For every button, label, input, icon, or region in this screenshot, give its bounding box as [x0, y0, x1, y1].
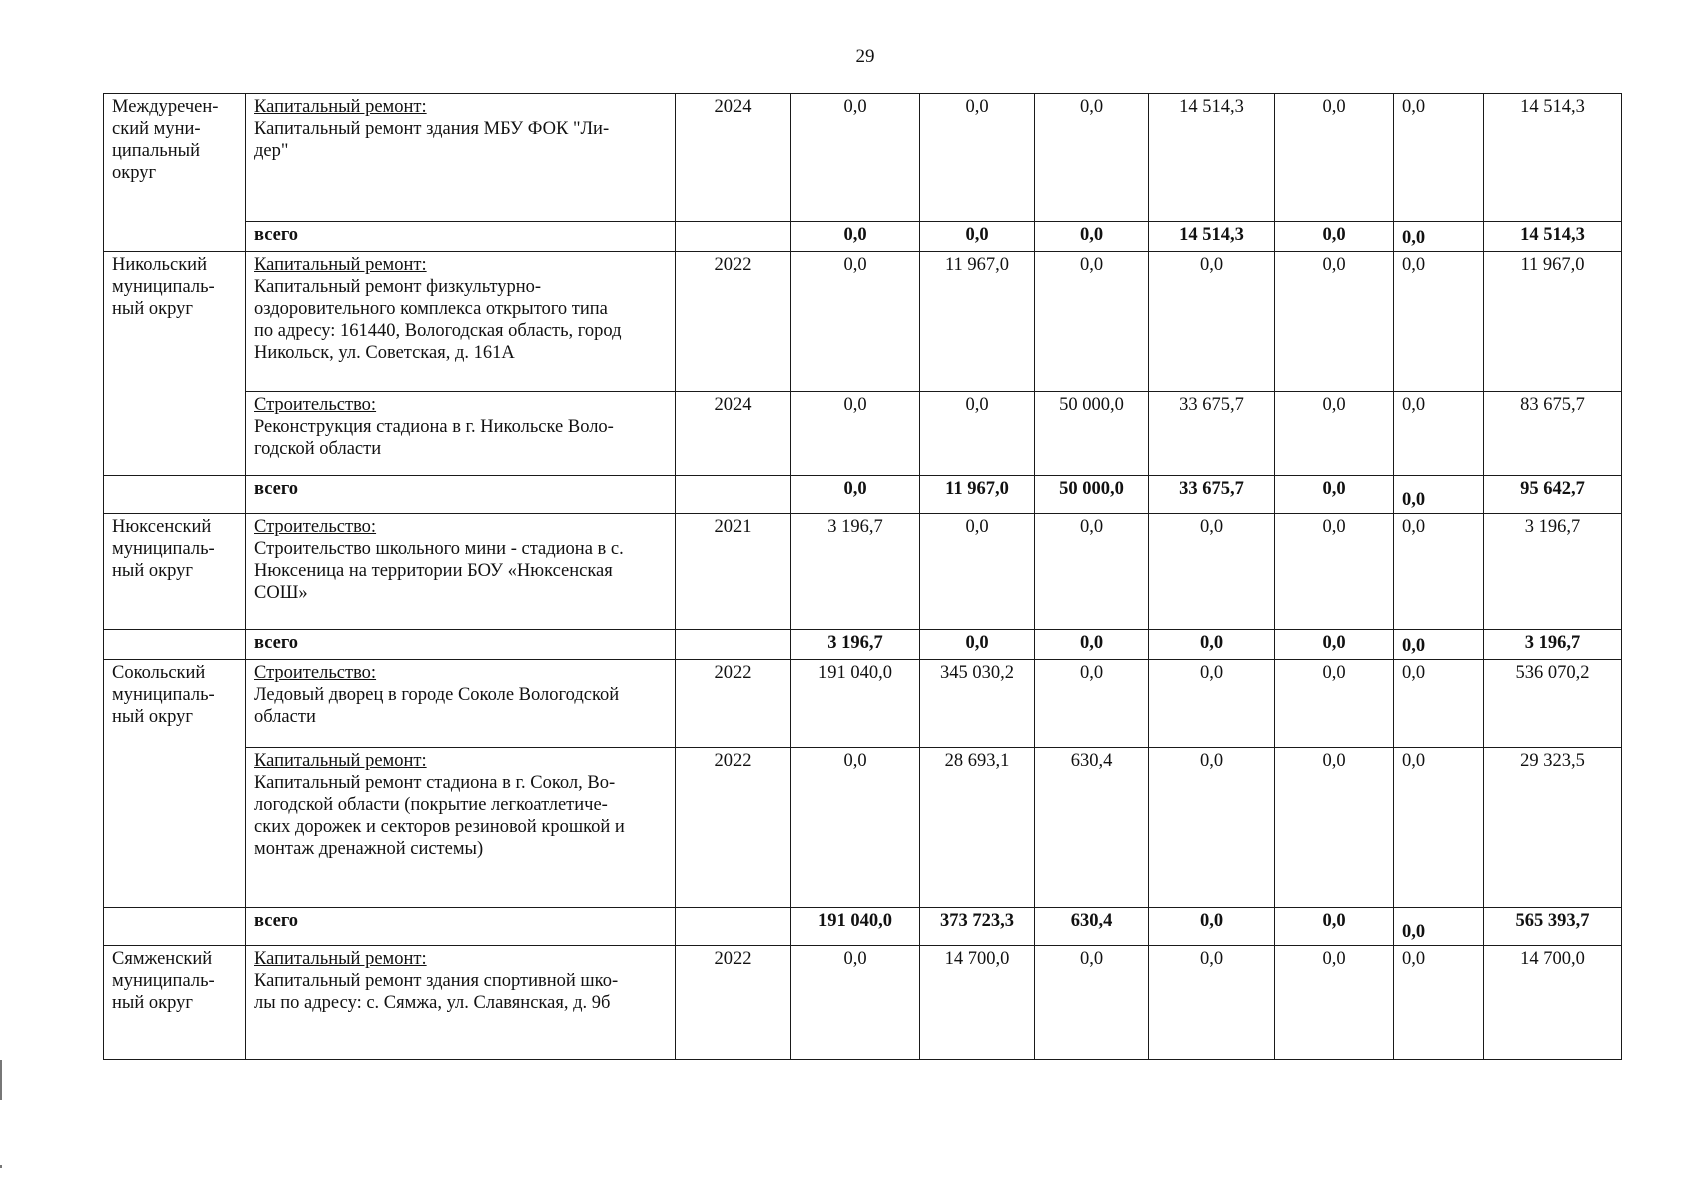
amount-cell: 0,0: [1149, 946, 1275, 1060]
amount-cell: 0,0: [1394, 946, 1484, 1060]
amount-cell: 0,0: [920, 94, 1035, 222]
amount-cell: 0,0: [1149, 748, 1275, 908]
amount-cell: 83 675,7: [1484, 392, 1622, 476]
district-cell-empty: [104, 476, 246, 514]
year-cell: 2022: [676, 748, 791, 908]
total-row: [104, 222, 1622, 252]
amount-cell: 33 675,7: [1149, 476, 1275, 514]
object-description: Реконструкция стадиона в г. Никольске Воло- годской области: [254, 417, 614, 459]
amount-cell: 0,0: [1275, 908, 1394, 946]
amount-cell: 630,4: [1035, 748, 1149, 908]
object-description-cell: [246, 946, 676, 1060]
year-cell: 2022: [676, 946, 791, 1060]
total-row: [104, 630, 1622, 660]
scan-edge-mark: [0, 1060, 2, 1100]
district-cell: Нюксенский муниципаль- ный округ: [104, 514, 246, 630]
table-row: [104, 252, 1622, 392]
amount-cell: 0,0: [791, 476, 920, 514]
amount-cell: 0,0: [1394, 630, 1484, 660]
object-description: Капитальный ремонт физкультурно- оздоровительного комплекса открытого типа по адресу: 161440, Вологодская область, город Никольск, ул. Советская, д. 161А: [254, 277, 622, 363]
amount-cell: 0,0: [1035, 252, 1149, 392]
amount-cell: 0,0: [1149, 514, 1275, 630]
total-label: всего: [246, 222, 676, 252]
work-type-label: Строительство:: [254, 395, 377, 415]
district-cell: Междуречен- ский муни- ципальный округ: [104, 94, 246, 252]
amount-cell: 536 070,2: [1484, 660, 1622, 748]
amount-cell: 29 323,5: [1484, 748, 1622, 908]
amount-cell: 373 723,3: [920, 908, 1035, 946]
amount-cell: 0,0: [920, 392, 1035, 476]
amount-cell: 0,0: [1275, 946, 1394, 1060]
amount-cell: 0,0: [791, 252, 920, 392]
amount-cell: 0,0: [1394, 908, 1484, 946]
amount-cell: 0,0: [791, 222, 920, 252]
work-type-label: Капитальный ремонт:: [254, 751, 427, 771]
amount-cell: 14 514,3: [1484, 94, 1622, 222]
amount-cell: 14 514,3: [1484, 222, 1622, 252]
amount-cell: 0,0: [1035, 222, 1149, 252]
table-row: [104, 946, 1622, 1060]
total-row: [104, 908, 1622, 946]
amount-cell: 33 675,7: [1149, 392, 1275, 476]
amount-cell: 565 393,7: [1484, 908, 1622, 946]
amount-cell: 0,0: [1035, 94, 1149, 222]
amount-cell: 14 514,3: [1149, 94, 1275, 222]
amount-cell: 0,0: [1035, 660, 1149, 748]
amount-cell: 0,0: [1149, 908, 1275, 946]
amount-cell: 0,0: [791, 94, 920, 222]
amount-cell: 0,0: [1149, 252, 1275, 392]
total-label: всего: [246, 630, 676, 660]
object-description-cell: [246, 660, 676, 748]
amount-cell: 0,0: [1275, 748, 1394, 908]
object-description-cell: [246, 94, 676, 222]
amount-cell: 0,0: [1149, 660, 1275, 748]
amount-cell: 0,0: [1394, 222, 1484, 252]
amount-cell: 0,0: [1275, 222, 1394, 252]
table-row: [104, 392, 1622, 476]
amount-cell: 50 000,0: [1035, 476, 1149, 514]
amount-cell: 95 642,7: [1484, 476, 1622, 514]
work-type-label: Строительство:: [254, 517, 377, 537]
amount-cell: 3 196,7: [791, 514, 920, 630]
amount-cell: 191 040,0: [791, 660, 920, 748]
amount-cell: 0,0: [1275, 392, 1394, 476]
amount-cell: 0,0: [1035, 946, 1149, 1060]
amount-cell: 0,0: [1394, 514, 1484, 630]
amount-cell: 0,0: [1394, 392, 1484, 476]
year-cell: 2022: [676, 660, 791, 748]
object-description: Капитальный ремонт стадиона в г. Сокол, Во- логодской области (покрытие легкоатлетиче- ских дорожек и секторов резиновой крошкой и монтаж дренажной системы): [254, 773, 625, 859]
district-cell-empty: [104, 630, 246, 660]
district-cell-empty: [104, 908, 246, 946]
amount-cell: 3 196,7: [791, 630, 920, 660]
object-description: Строительство школьного мини - стадиона в с. Нюксеница на территории БОУ «Нюксенская СОШ»: [254, 539, 624, 603]
table-row: [104, 660, 1622, 748]
district-cell: Никольский муниципаль- ный округ: [104, 252, 246, 476]
table-row: [104, 94, 1622, 222]
amount-cell: 0,0: [1394, 476, 1484, 514]
amount-cell: 3 196,7: [1484, 514, 1622, 630]
object-description-cell: [246, 392, 676, 476]
object-description: Капитальный ремонт здания спортивной шко- лы по адресу: с. Сямжа, ул. Славянская, д. 9б: [254, 971, 619, 1013]
year-cell: [676, 476, 791, 514]
scan-edge-mark: [0, 1165, 2, 1168]
table-row: [104, 514, 1622, 630]
work-type-label: Капитальный ремонт:: [254, 255, 427, 275]
object-description-cell: [246, 514, 676, 630]
object-description: Ледовый дворец в городе Соколе Вологодской области: [254, 685, 620, 727]
year-cell: 2021: [676, 514, 791, 630]
amount-cell: 3 196,7: [1484, 630, 1622, 660]
table-row: [104, 748, 1622, 908]
amount-cell: 0,0: [1275, 476, 1394, 514]
work-type-label: Капитальный ремонт:: [254, 949, 427, 969]
object-description: Капитальный ремонт здания МБУ ФОК "Ли- дер": [254, 119, 610, 161]
amount-cell: 14 514,3: [1149, 222, 1275, 252]
amount-cell: 0,0: [920, 222, 1035, 252]
amount-cell: 0,0: [1275, 630, 1394, 660]
amount-cell: 0,0: [920, 514, 1035, 630]
amount-cell: 0,0: [1394, 252, 1484, 392]
district-cell: Сямженский муниципаль- ный округ: [104, 946, 246, 1060]
amount-cell: 0,0: [791, 946, 920, 1060]
year-cell: 2022: [676, 252, 791, 392]
amount-cell: 0,0: [1275, 94, 1394, 222]
total-label: всего: [246, 476, 676, 514]
amount-cell: 0,0: [1149, 630, 1275, 660]
budget-table: [103, 93, 1622, 1060]
object-description-cell: [246, 748, 676, 908]
amount-cell: 0,0: [920, 630, 1035, 660]
year-cell: 2024: [676, 392, 791, 476]
amount-cell: 11 967,0: [1484, 252, 1622, 392]
page-number: 29: [855, 46, 875, 67]
amount-cell: 0,0: [1275, 514, 1394, 630]
amount-cell: 14 700,0: [1484, 946, 1622, 1060]
amount-cell: 28 693,1: [920, 748, 1035, 908]
amount-cell: 0,0: [1275, 252, 1394, 392]
amount-cell: 11 967,0: [920, 476, 1035, 514]
year-cell: [676, 630, 791, 660]
work-type-label: Строительство:: [254, 663, 377, 683]
year-cell: [676, 222, 791, 252]
amount-cell: 0,0: [1035, 630, 1149, 660]
amount-cell: 0,0: [1394, 660, 1484, 748]
amount-cell: 0,0: [791, 392, 920, 476]
amount-cell: 191 040,0: [791, 908, 920, 946]
amount-cell: 630,4: [1035, 908, 1149, 946]
amount-cell: 345 030,2: [920, 660, 1035, 748]
total-row: [104, 476, 1622, 514]
amount-cell: 0,0: [791, 748, 920, 908]
year-cell: 2024: [676, 94, 791, 222]
total-label: всего: [246, 908, 676, 946]
amount-cell: 14 700,0: [920, 946, 1035, 1060]
amount-cell: 50 000,0: [1035, 392, 1149, 476]
amount-cell: 0,0: [1035, 514, 1149, 630]
amount-cell: 0,0: [1394, 748, 1484, 908]
work-type-label: Капитальный ремонт:: [254, 97, 427, 117]
object-description-cell: [246, 252, 676, 392]
amount-cell: 0,0: [1275, 660, 1394, 748]
amount-cell: 11 967,0: [920, 252, 1035, 392]
district-cell: Сокольский муниципаль- ный округ: [104, 660, 246, 908]
amount-cell: 0,0: [1394, 94, 1484, 222]
year-cell: [676, 908, 791, 946]
